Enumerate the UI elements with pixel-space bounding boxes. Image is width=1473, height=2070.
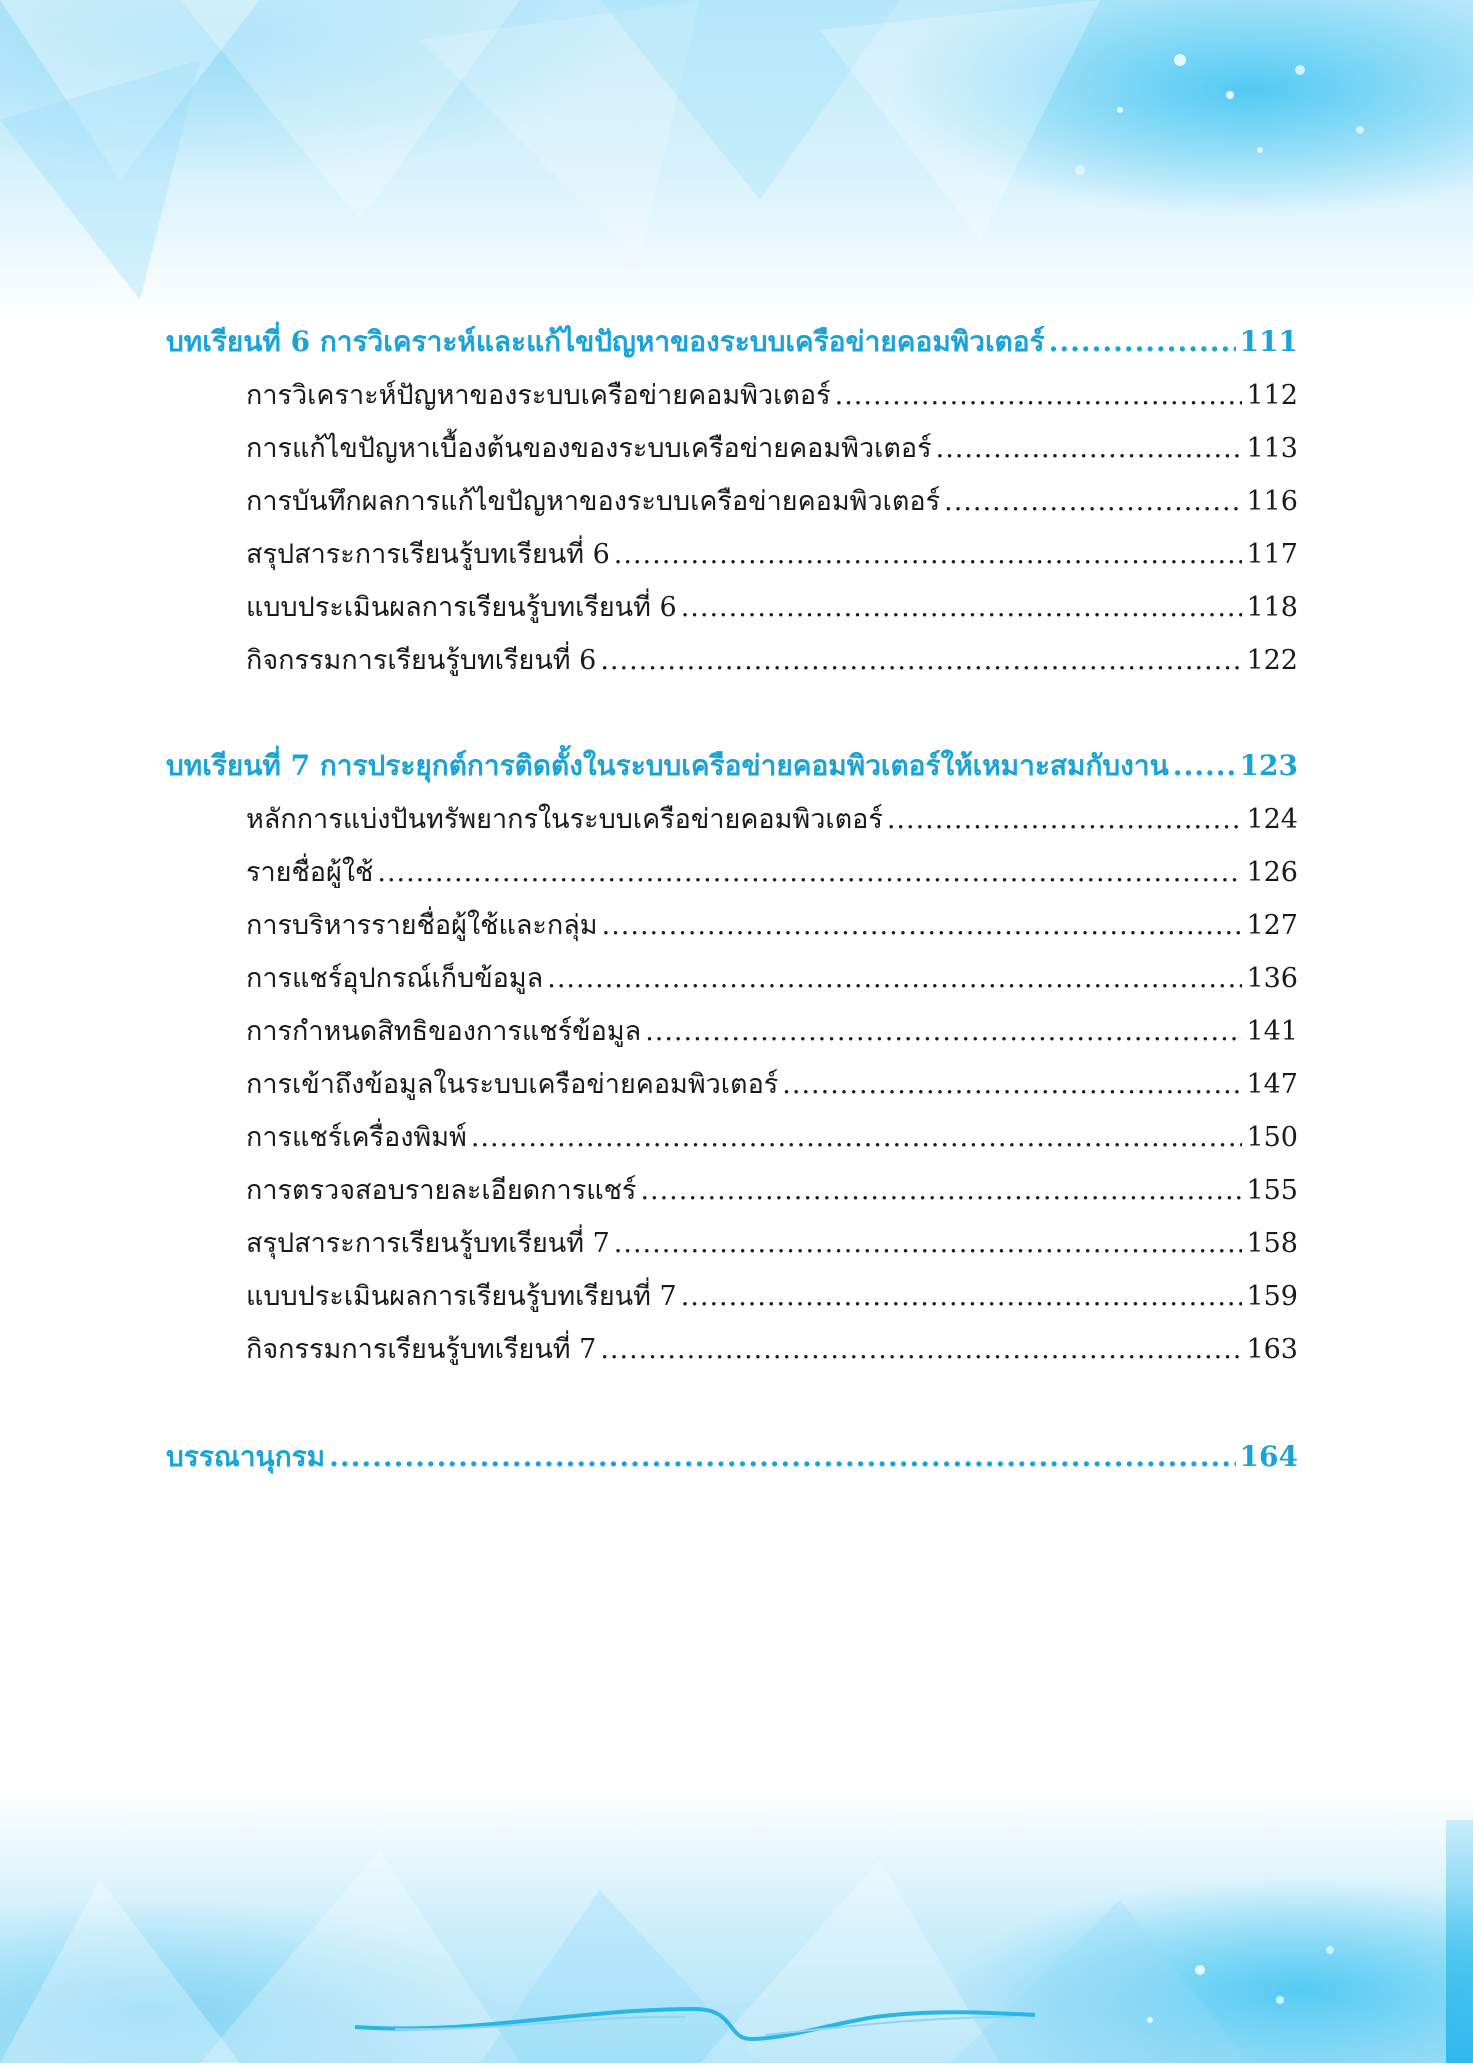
dot-leader: [887, 804, 1243, 835]
chapter-6-section: [166, 320, 1298, 691]
toc-entry-label: การเข้าถึงข้อมูลในระบบเครือข่ายคอมพิวเตอร์: [246, 1069, 779, 1100]
dot-leader: [614, 1228, 1243, 1259]
toc-entry[interactable]: [166, 426, 1298, 479]
dot-leader: [681, 1281, 1243, 1312]
toc-entry-label: สรุปสาระการเรียนรู้บทเรียนที่ 7: [246, 1228, 610, 1259]
decorative-wave-icon: [355, 1995, 1035, 2055]
toc-entry-page: 126: [1246, 857, 1298, 888]
toc-entry-page: 127: [1246, 910, 1298, 941]
dot-leader: [681, 592, 1243, 623]
dot-leader: [944, 486, 1242, 517]
toc-entry[interactable]: [166, 1221, 1298, 1274]
toc-entry-page: 124: [1246, 804, 1298, 835]
chapter-6-title: บทเรียนที่ 6 การวิเคราะห์และแก้ไขปัญหาของระบบเครือข่ายคอมพิวเตอร์: [166, 325, 1045, 358]
toc-entry-label: กิจกรรมการเรียนรู้บทเรียนที่ 6: [246, 645, 597, 676]
dot-leader: [547, 963, 1242, 994]
toc-entry[interactable]: [166, 1115, 1298, 1168]
toc-entry-label: การบันทึกผลการแก้ไขปัญหาของระบบเครือข่ายคอมพิวเตอร์: [246, 486, 941, 517]
dot-leader: [782, 1069, 1242, 1100]
toc-entry[interactable]: [166, 1274, 1298, 1327]
chapter-6-heading[interactable]: [166, 320, 1298, 373]
toc-entry-label: แบบประเมินผลการเรียนรู้บทเรียนที่ 7: [246, 1281, 677, 1312]
toc-entry[interactable]: [166, 956, 1298, 1009]
toc-entry-label: กิจกรรมการเรียนรู้บทเรียนที่ 7: [246, 1334, 597, 1365]
toc-entry[interactable]: [166, 797, 1298, 850]
toc-entry-label: รายชื่อผู้ใช้: [246, 857, 374, 888]
toc-entry-label: การแชร์เครื่องพิมพ์: [246, 1122, 467, 1153]
toc-entry-page: 118: [1246, 592, 1298, 623]
dot-leader: [471, 1122, 1243, 1153]
toc-entry-label: การตรวจสอบรายละเอียดการแชร์: [246, 1175, 637, 1206]
bibliography-section: [166, 1435, 1298, 1488]
toc-entry-label: สรุปสาระการเรียนรู้บทเรียนที่ 6: [246, 539, 610, 570]
chapter-7-heading[interactable]: [166, 744, 1298, 797]
toc-entry-page: 163: [1246, 1334, 1298, 1365]
chapter-7-page: 123: [1239, 749, 1298, 782]
toc-entry-label: การแก้ไขปัญหาเบื้องต้นของของระบบเครือข่ายคอมพิวเตอร์: [246, 433, 932, 464]
toc-entry[interactable]: [166, 903, 1298, 956]
toc-entry[interactable]: [166, 1168, 1298, 1221]
toc-entry-page: 116: [1246, 486, 1298, 517]
toc-entry[interactable]: [166, 1327, 1298, 1380]
side-stripe: [1446, 1820, 1473, 2063]
dot-leader: [614, 539, 1243, 570]
toc-entry-label: การแชร์อุปกรณ์เก็บข้อมูล: [246, 963, 544, 994]
toc-entry-label: การกำหนดสิทธิของการแชร์ข้อมูล: [246, 1016, 642, 1047]
toc-entry-page: 150: [1246, 1122, 1298, 1153]
bibliography-title: บรรณานุกรม: [166, 1440, 326, 1473]
dot-leader: [640, 1175, 1242, 1206]
toc-entry[interactable]: [166, 638, 1298, 691]
toc-entry-label: การบริหารรายชื่อผู้ใช้และกลุ่ม: [246, 910, 598, 941]
header-pattern: [0, 0, 1473, 320]
dot-leader: [1173, 749, 1236, 782]
dot-leader: [835, 380, 1243, 411]
toc-entry[interactable]: [166, 373, 1298, 426]
toc-entry[interactable]: [166, 532, 1298, 585]
toc-entry-page: 155: [1246, 1175, 1298, 1206]
toc-entry[interactable]: [166, 1009, 1298, 1062]
toc-entry-page: 117: [1246, 539, 1298, 570]
bibliography-heading[interactable]: [166, 1435, 1298, 1488]
header-background: [0, 0, 1473, 320]
chapter-7-section: [166, 744, 1298, 1380]
toc-entry-label: การวิเคราะห์ปัญหาของระบบเครือข่ายคอมพิวเตอร์: [246, 380, 831, 411]
dot-leader: [645, 1016, 1242, 1047]
toc-entry-page: 147: [1246, 1069, 1298, 1100]
dot-leader: [377, 857, 1242, 888]
chapter-7-title: บทเรียนที่ 7 การประยุกต์การติดตั้งในระบบเครือข่ายคอมพิวเตอร์ให้เหมาะสมกับงาน: [166, 749, 1169, 782]
toc-entry-page: 112: [1246, 380, 1298, 411]
dot-leader: [600, 1334, 1242, 1365]
dot-leader: [1049, 325, 1236, 358]
toc-entry[interactable]: [166, 850, 1298, 903]
toc-entry-page: 159: [1246, 1281, 1298, 1312]
toc-entry-label: แบบประเมินผลการเรียนรู้บทเรียนที่ 6: [246, 592, 677, 623]
toc-entry-page: 122: [1246, 645, 1298, 676]
dot-leader: [600, 645, 1242, 676]
toc-entry[interactable]: [166, 585, 1298, 638]
chapter-6-page: 111: [1239, 325, 1298, 358]
toc-entry-page: 141: [1246, 1016, 1298, 1047]
dot-leader: [936, 433, 1243, 464]
toc-entry-page: 113: [1246, 433, 1298, 464]
dot-leader: [602, 910, 1243, 941]
toc-entry-label: หลักการแบ่งปันทรัพยากรในระบบเครือข่ายคอมพิวเตอร์: [246, 804, 883, 835]
toc-entry[interactable]: [166, 1062, 1298, 1115]
toc-entry-page: 158: [1246, 1228, 1298, 1259]
toc-entry-page: 136: [1246, 963, 1298, 994]
dot-leader: [329, 1440, 1235, 1473]
bibliography-page: 164: [1239, 1440, 1298, 1473]
toc-entry[interactable]: [166, 479, 1298, 532]
